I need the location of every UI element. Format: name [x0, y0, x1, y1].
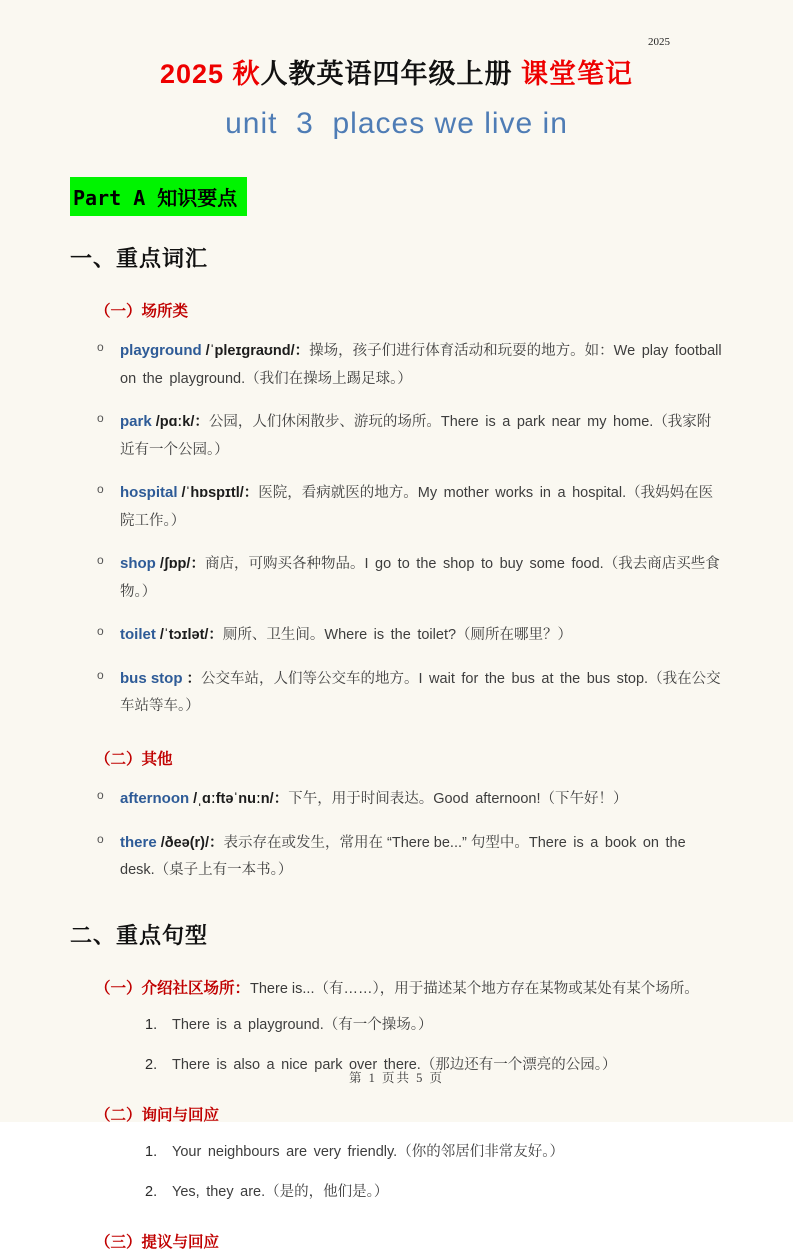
subheading-red-part: （一）介绍社区场所：: [95, 979, 251, 997]
vocab-item-playground: [97, 337, 723, 393]
sentence-body: [172, 1014, 723, 1037]
sentence-english: Yes, they are.: [172, 1184, 266, 1201]
subheading-places: （一）场所类: [95, 303, 189, 320]
vocab-translation: （我家附近有一个公园。）: [120, 414, 712, 458]
vocab-translation: （我去商店买些食物。）: [120, 556, 720, 600]
bullet-icon: o: [97, 667, 104, 682]
bullet-icon: o: [97, 553, 104, 568]
vocab-example: There is a park near my home.: [440, 414, 654, 431]
vocab-phonetic: /ʃɒp/：: [159, 556, 205, 573]
sentence-body: [172, 1141, 723, 1164]
sentence-item: [145, 1181, 723, 1204]
bullet-icon: o: [97, 788, 104, 803]
part-a-highlighted-heading: Part A 知识要点: [70, 177, 247, 216]
vocab-term: toilet: [120, 626, 156, 644]
section-heading-sentences: 二、重点句型: [70, 922, 209, 948]
subheading-ask-respond: （二）询问与回应: [95, 1107, 220, 1125]
vocab-term: afternoon: [120, 790, 190, 808]
vocab-term: there: [120, 833, 157, 851]
vocab-example: Good afternoon!: [433, 791, 541, 808]
sentence-item: [145, 1014, 723, 1037]
vocab-item-shop: [97, 550, 723, 606]
corner-year: 2025: [648, 36, 670, 48]
vocab-definition: 操场，孩子们进行体育活动和玩耍的地方。如：: [309, 343, 614, 359]
vocab-definition: 表示存在或发生，常用在 “There be...” 句型中。: [223, 834, 529, 851]
vocab-text: [120, 665, 723, 721]
vocab-text: [120, 829, 723, 885]
vocab-text: [120, 408, 723, 464]
document-title: [70, 52, 723, 91]
section-heading-vocabulary: 一、重点词汇: [70, 246, 209, 271]
vocab-translation: （桌子上有一本书。）: [154, 862, 293, 879]
subheading-suggest-respond: （三）提议与回应: [95, 1234, 220, 1252]
sentence-item: [145, 1141, 723, 1164]
sentence-english: There is a playground.: [172, 1016, 324, 1033]
sentence-english: Your neighbours are very friendly.: [172, 1144, 398, 1161]
vocab-example: Where is the toilet?: [324, 627, 457, 644]
subheading-introduce-places: [95, 976, 723, 998]
subheading-others: （二）其他: [95, 751, 173, 769]
vocab-phonetic: /ˌɑːftəˈnuːn/：: [193, 791, 289, 808]
title-part-red1: 2025 秋: [159, 59, 261, 89]
bullet-icon: o: [97, 831, 104, 846]
bullet-icon: o: [97, 411, 104, 426]
vocab-term: playground: [120, 342, 202, 359]
subheading-rest-part: There is...（有……），用于描述某个地方存在某物或某处有某个场所。: [250, 980, 699, 997]
sentence-number: 2.: [145, 1184, 158, 1201]
part-a-wrap: [70, 177, 723, 216]
vocab-text: [120, 479, 723, 535]
vocab-text: [120, 785, 723, 814]
sentence-number: 1.: [145, 1016, 158, 1033]
sentence-number: 1.: [145, 1144, 158, 1161]
vocab-term: hospital: [120, 484, 178, 502]
sentence-chinese: （是的，他们是。）: [265, 1184, 389, 1201]
vocab-item-hospital: [97, 479, 723, 535]
vocab-translation: （下午好！）: [540, 791, 628, 808]
unit-subtitle: unit 3 places we live in: [225, 107, 568, 140]
sentence-number: 2.: [145, 1056, 158, 1073]
vocab-definition: 厕所、卫生间。: [222, 627, 325, 644]
vocab-item-toilet: [97, 621, 723, 650]
vocab-definition: 公园，人们休闲散步、游玩的场所。: [208, 414, 441, 431]
vocab-phonetic: /pɑːk/：: [155, 414, 209, 431]
vocab-example: My mother works in a hospital.: [417, 485, 627, 502]
vocab-text: [120, 621, 723, 650]
vocab-term: park: [120, 413, 152, 431]
bullet-icon: o: [97, 340, 104, 354]
vocab-definition: 公交车站，人们等公交车的地方。: [201, 670, 419, 687]
sentence-chinese: （那边还有一个漂亮的公园。）: [420, 1056, 617, 1073]
vocab-phonetic: ：: [186, 670, 201, 687]
sentence-chinese: （你的邻居们非常友好。）: [397, 1144, 564, 1161]
title-part-black: 人教英语四年级上册: [260, 59, 513, 89]
vocab-example: There is a book on the desk.: [120, 834, 686, 879]
vocab-definition: 下午，用于时间表达。: [288, 791, 434, 808]
vocab-text: [120, 337, 723, 393]
vocab-translation: （我妈妈在医院工作。）: [120, 485, 714, 529]
vocab-item-there: [97, 829, 723, 885]
bullet-icon: o: [97, 482, 104, 497]
vocab-phonetic: /ˈhɒspɪtl/：: [181, 485, 259, 502]
vocab-translation: （我们在操场上踢足球。）: [245, 370, 412, 387]
vocab-phonetic: /ðeə(r)/：: [160, 834, 224, 851]
vocab-phonetic: /ˈpleɪɡraʊnd/：: [205, 343, 310, 359]
vocab-definition: 商店，可购买各种物品。: [204, 556, 365, 573]
vocab-example: We play football on the playground.: [120, 343, 722, 387]
sentence-english: There is also a nice park over there.: [172, 1056, 421, 1073]
vocab-text: [120, 550, 723, 606]
vocab-phonetic: /ˈtɔɪlət/：: [159, 627, 223, 644]
vocab-translation: （我在公交车站等车。）: [120, 670, 721, 715]
bullet-icon: o: [97, 624, 104, 639]
vocab-example: I wait for the bus at the bus stop.: [418, 670, 649, 687]
page-number-footer: 第 1 页共 5 页: [348, 1071, 444, 1085]
vocab-item-bus-stop: [97, 665, 723, 721]
vocab-item-afternoon: [97, 785, 723, 814]
vocab-item-park: [97, 408, 723, 464]
vocab-term: bus stop: [120, 669, 183, 687]
vocab-translation: （厕所在哪里？）: [456, 627, 573, 644]
title-part-red2: 课堂笔记: [512, 59, 634, 89]
sentence-body: [172, 1181, 723, 1204]
vocab-term: shop: [120, 555, 156, 573]
vocab-example: I go to the shop to buy some food.: [364, 556, 604, 573]
vocab-definition: 医院，看病就医的地方。: [258, 485, 418, 502]
sentence-chinese: （有一个操场。）: [323, 1016, 433, 1033]
